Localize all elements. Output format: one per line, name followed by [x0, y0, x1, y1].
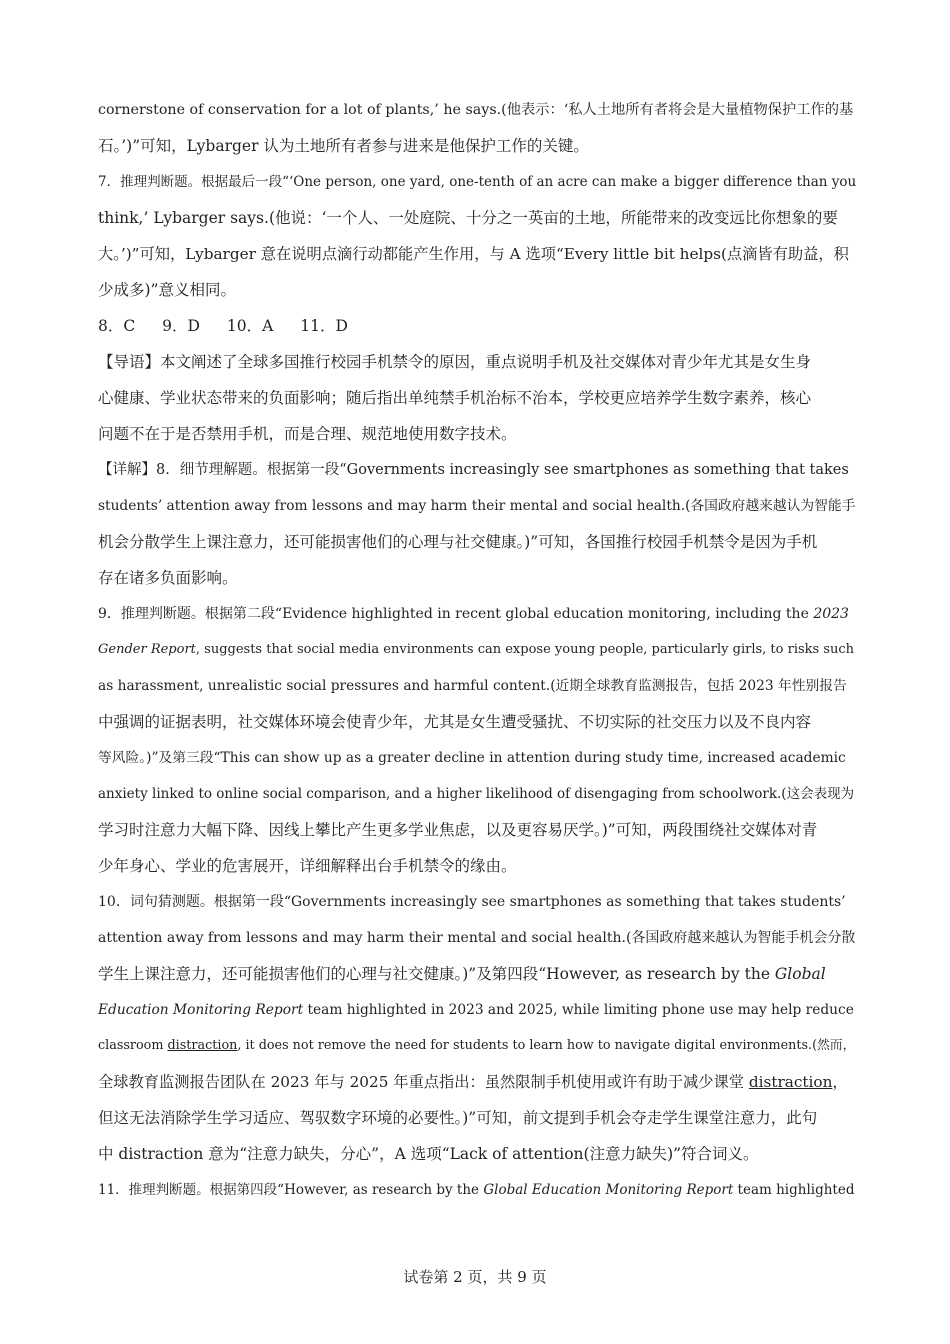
text-line: 7．推理判断题。根据最后一段“‘One person, one yard, one-tenth of an acre can make a bigger difference than you — [98, 174, 857, 190]
q10-line: 10．词句猜测题。根据第一段“Governments increasingly see smartphones as something that takes students’ — [98, 894, 846, 910]
q10-text: , it does not remove the need for students to learn how to navigate digital environments.(然而， — [237, 1038, 856, 1053]
underlined-word: distraction — [748, 1073, 833, 1091]
q11-line — [98, 1172, 858, 1208]
q9-line: 等风险。)”及第三段“This can show up as a greater decline in attention during study time, increased academic — [98, 750, 846, 766]
q10-line: 但这无法消除学生学习适应、驾驭数字环境的必要性。)”可知，前文提到手机会夺走学生课堂注意力，此句 — [98, 1109, 818, 1127]
q10-text: classroom — [98, 1038, 168, 1053]
q10-line: 中 distraction 意为“注意力缺失，分心”，A 选项“Lack of attention(注意力缺失)”符合词义。 — [98, 1145, 759, 1163]
q9-text: , suggests that social media environments can expose young people, particularly girls, to risks such — [195, 642, 855, 657]
guide-line: 问题不在于是否禁用手机，而是合理、规范地使用数字技术。 — [98, 425, 517, 443]
text-line: 大。’)”可知，Lybarger 意在说明点滴行动都能产生作用，与 A 选项“Every little bit helps(点滴皆有助益，积 — [98, 245, 849, 263]
answer-8: 8．C — [98, 317, 136, 335]
underlined-word: distraction — [167, 1038, 238, 1053]
q9-italic: 2023 — [813, 606, 849, 622]
q10-text: 全球教育监测报告团队在 2023 年与 2025 年重点指出：虽然限制手机使用或许有助于减少课堂 — [98, 1073, 749, 1091]
q11-italic: Global Education Monitoring Report — [483, 1182, 734, 1198]
q9-line — [98, 596, 858, 632]
q11-text: team highlighted — [733, 1182, 855, 1198]
answer-10: 10．A — [226, 317, 274, 335]
q9-line: anxiety linked to online social comparison, and a higher likelihood of disengaging from schoolwork.(这会表现为 — [98, 786, 855, 802]
q10-line — [98, 1028, 858, 1064]
q9-line: 中强调的证据表明，社交媒体环境会使青少年，尤其是女生遭受骚扰、不切实际的社交压力以及不良内容 — [98, 713, 812, 731]
text-line: 少成多)”意义相同。 — [98, 281, 236, 299]
q10-text: team highlighted in 2023 and 2025, while limiting phone use may help reduce — [303, 1002, 854, 1018]
q9-line — [98, 632, 858, 668]
q10-line — [98, 956, 858, 992]
q10-text: 学生上课注意力，还可能损害他们的心理与社交健康。)”及第四段“However, as research by the — [98, 965, 775, 983]
guide-line: 【导语】本文阐述了全球多国推行校园手机禁令的原因，重点说明手机及社交媒体对青少年尤其是女生身 — [98, 353, 812, 371]
q11-text: 11．推理判断题。根据第四段“However, as research by the — [98, 1182, 484, 1198]
guide-line: 心健康、学业状态带来的负面影响；随后指出单纯禁手机治标不治本，学校更应培养学生数字素养，核心 — [98, 389, 812, 407]
q10-line — [98, 992, 858, 1028]
document-body — [98, 92, 858, 1208]
q9-line: 少年身心、学业的危害展开，详细解释出台手机禁令的缘由。 — [98, 857, 517, 875]
q10-italic: Education Monitoring Report — [98, 1002, 304, 1018]
text-line: cornerstone of conservation for a lot of plants,’ he says.(他表示：‘私人土地所有者将会是大量植物保护工作的基 — [98, 102, 854, 118]
q10-line — [98, 1064, 858, 1100]
answer-11: 11．D — [300, 317, 348, 335]
q9-italic: Gender Report — [98, 642, 196, 657]
q9-line: 学习时注意力大幅下降、因线上攀比产生更多学业焦虑，以及更容易厌学。)”可知，两段围绕社交媒体对青 — [98, 821, 818, 839]
q9-line: as harassment, unrealistic social pressures and harmful content.(近期全球教育监测报告，包括 2023 年性别报告 — [98, 678, 847, 694]
q9-text: 9．推理判断题。根据第二段“Evidence highlighted in recent global education monitoring, including the — [98, 606, 814, 622]
q10-italic: Global — [774, 965, 826, 983]
detail-line: 存在诸多负面影响。 — [98, 569, 238, 587]
detail-line: 机会分散学生上课注意力，还可能损害他们的心理与社交健康。)”可知，各国推行校园手机禁令是因为手机 — [98, 533, 818, 551]
detail-line: students’ attention away from lessons and may harm their mental and social health.(各国政府越来越认为智能手 — [98, 498, 856, 514]
answer-key — [98, 308, 858, 344]
detail-line: 【详解】8．细节理解题。根据第一段“Governments increasingly see smartphones as something that takes — [98, 462, 849, 478]
text-line: 石。’)”可知，Lybarger 认为土地所有者参与进来是他保护工作的关键。 — [98, 137, 589, 155]
page-footer: 试卷第 2 页，共 9 页 — [403, 1268, 547, 1286]
q10-line: attention away from lessons and may harm their mental and social health.(各国政府越来越认为智能手机会分散 — [98, 930, 856, 946]
answer-9: 9．D — [162, 317, 200, 335]
q10-text: ， — [832, 1073, 848, 1091]
text-line: think,’ Lybarger says.(他说：‘一个人、一处庭院、十分之一英亩的土地，所能带来的改变远比你想象的要 — [98, 209, 838, 227]
